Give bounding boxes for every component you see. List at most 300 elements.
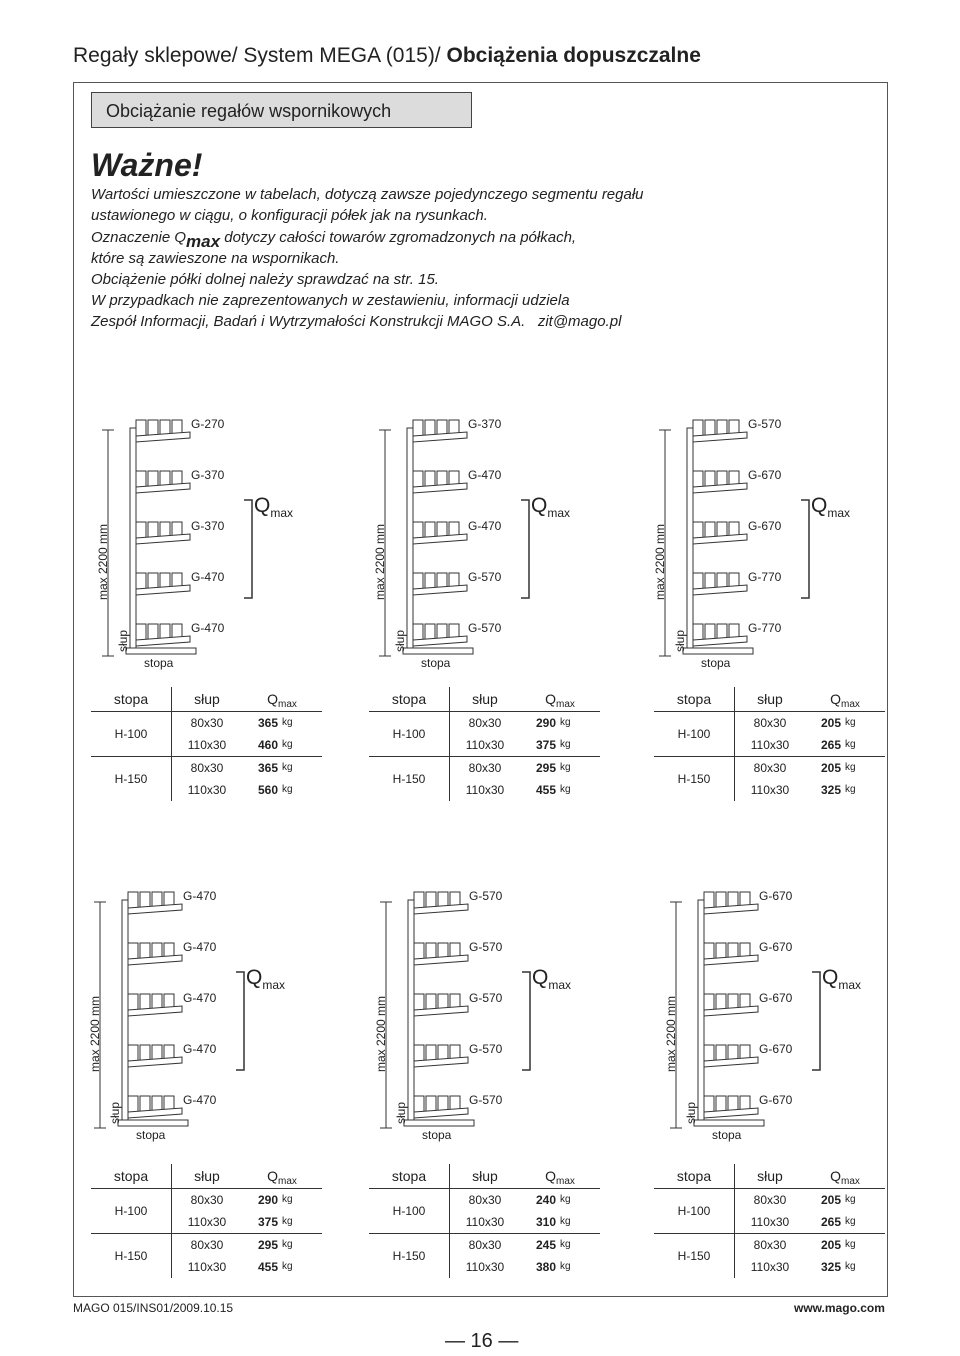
post-size: 80x30 (735, 1234, 806, 1257)
shelf-label: G-570 (469, 889, 503, 903)
col-base: stopa (654, 1164, 735, 1189)
qmax-label (531, 494, 570, 518)
product-box (128, 994, 138, 1010)
base-foot (694, 1120, 764, 1126)
unit: kg (560, 1261, 571, 1272)
q-cell (805, 757, 885, 780)
height-label: max 2200 mm (88, 995, 102, 1072)
product-box (425, 624, 435, 640)
product-box (716, 1096, 726, 1112)
post (408, 900, 414, 1122)
table-header (91, 1164, 322, 1189)
q-value: 265 (820, 1215, 841, 1229)
col-base: stopa (369, 1164, 450, 1189)
product-box (705, 522, 715, 538)
shelf-label: G-670 (748, 468, 782, 482)
product-box (426, 994, 436, 1010)
qmax-bracket (236, 972, 244, 1070)
base-foot (403, 648, 473, 654)
qmax-label (246, 966, 285, 990)
q-value: 375 (535, 738, 556, 752)
product-box (128, 1045, 138, 1061)
height-label: max 2200 mm (664, 995, 678, 1072)
table-header (654, 1164, 885, 1189)
note-line: które są zawieszone na wspornikach. (91, 250, 340, 267)
base-type: H-150 (369, 1234, 450, 1279)
base-label: stopa (422, 1128, 452, 1142)
q-cell (805, 779, 885, 801)
section-heading: Obciążanie regałów wspornikowych (106, 101, 392, 121)
q-cell (805, 734, 885, 757)
base-type: H-100 (369, 712, 450, 757)
note-line: Wartości umieszczone w tabelach, dotyczą zawsze pojedynczego segmentu regału (91, 186, 644, 203)
q-cell (520, 712, 600, 735)
height-label: max 2200 mm (96, 523, 110, 600)
post-size: 110x30 (750, 783, 790, 797)
post-size: 110x30 (465, 783, 505, 797)
unit: kg (560, 1216, 571, 1227)
qmax-sub: max (262, 978, 286, 992)
q-cell (805, 1256, 885, 1278)
product-box (693, 573, 703, 589)
product-box (704, 1096, 714, 1112)
post-size: 80x30 (753, 716, 787, 730)
shelf-label: G-470 (191, 621, 225, 635)
post-size: 110x30 (750, 1215, 790, 1229)
q-value: 310 (535, 1215, 556, 1229)
post-label: słup (394, 1101, 408, 1124)
shelf-label: G-470 (183, 991, 217, 1005)
q-cell (242, 712, 322, 735)
qmax-bracket (522, 972, 530, 1070)
base-label: stopa (144, 656, 174, 670)
product-box (425, 471, 435, 487)
q-cell (242, 1211, 322, 1234)
base-foot (683, 648, 753, 654)
q-cell (242, 1234, 322, 1257)
q-value: 240 (535, 1193, 556, 1207)
unit: kg (845, 1194, 856, 1205)
q-value: 295 (535, 761, 556, 775)
table-row (654, 1234, 885, 1257)
base-foot (126, 648, 196, 654)
qmax-q: Q (532, 966, 549, 989)
col-post: słup (172, 1164, 243, 1189)
section-heading-box (91, 92, 472, 128)
base-type: H-150 (91, 1234, 172, 1279)
table-row (369, 757, 600, 780)
product-box (705, 624, 715, 640)
unit: kg (560, 762, 571, 773)
note-line: W przypadkach nie zaprezentowanych w zestawieniu, informacji udziela (91, 292, 570, 309)
shelf-label: G-570 (469, 940, 503, 954)
product-box (148, 522, 158, 538)
unit: kg (845, 1216, 856, 1227)
q-cell (520, 1211, 600, 1234)
base-label: stopa (701, 656, 731, 670)
base-type: H-100 (91, 712, 172, 757)
unit: kg (282, 739, 293, 750)
q-cell (805, 1234, 885, 1257)
col-qmax: $Q_{max}$ (242, 1164, 322, 1189)
load-table (654, 1164, 885, 1278)
q-value: 455 (257, 1260, 278, 1274)
q-value: 380 (535, 1260, 556, 1274)
post-size: 110x30 (187, 783, 227, 797)
unit: kg (845, 1261, 856, 1272)
note-line-rest: dotyczy całości towarów zgromadzonych na półkach, (220, 229, 577, 246)
product-box (705, 420, 715, 436)
note-line: Obciążenie półki dolnej należy sprawdzać na str. 15. (91, 271, 439, 288)
unit: kg (282, 1261, 293, 1272)
q-cell (520, 734, 600, 757)
col-post: słup (735, 687, 806, 712)
product-box (414, 943, 424, 959)
shelf-label: G-570 (468, 621, 502, 635)
product-box (693, 420, 703, 436)
q-value: 205 (820, 1193, 841, 1207)
unit: kg (282, 1216, 293, 1227)
col-base: stopa (91, 1164, 172, 1189)
table-header (369, 1164, 600, 1189)
post-size: 80x30 (450, 757, 521, 780)
post-size: 110x30 (187, 738, 227, 752)
col-post: słup (450, 687, 521, 712)
product-box (413, 471, 423, 487)
shelving-diagram (78, 882, 318, 1142)
product-box (693, 471, 703, 487)
table-header (91, 687, 322, 712)
table-row (91, 712, 322, 735)
product-box (148, 624, 158, 640)
post-label: słup (673, 629, 687, 652)
product-box (148, 471, 158, 487)
note-q: Oznaczenie Q (91, 229, 187, 246)
qmax-q: Q (811, 494, 828, 517)
product-box (704, 892, 714, 908)
product-box (705, 471, 715, 487)
load-table (369, 687, 600, 801)
qmax-label (811, 494, 850, 518)
qmax-label (532, 966, 571, 990)
product-box (128, 943, 138, 959)
shelf-label: G-270 (191, 417, 225, 431)
base-type: H-100 (654, 1189, 735, 1234)
page-title (73, 44, 701, 68)
product-box (136, 573, 146, 589)
post-size: 80x30 (735, 757, 806, 780)
important-note (91, 146, 851, 332)
q-cell (520, 779, 600, 801)
shelf-label: G-370 (191, 468, 225, 482)
post-size: 80x30 (172, 757, 243, 780)
shelf-label: G-470 (183, 1093, 217, 1107)
col-base: stopa (654, 687, 735, 712)
post-size: 80x30 (190, 716, 224, 730)
qmax-bracket (812, 972, 820, 1070)
shelf-label: G-570 (469, 1042, 503, 1056)
product-box (704, 994, 714, 1010)
post-size: 80x30 (468, 716, 502, 730)
product-box (413, 573, 423, 589)
col-qmax: $Q_{max}$ (520, 1164, 600, 1189)
product-box (414, 892, 424, 908)
product-box (140, 943, 150, 959)
post-label: słup (684, 1101, 698, 1124)
post-size: 80x30 (172, 1234, 243, 1257)
q-value: 325 (820, 783, 841, 797)
base-type: H-150 (91, 757, 172, 802)
shelf-label: G-670 (759, 991, 793, 1005)
base-label: stopa (136, 1128, 166, 1142)
post-label: słup (393, 629, 407, 652)
unit: kg (282, 1239, 293, 1250)
qmax-q: Q (246, 966, 263, 989)
base-type: H-100 (91, 1189, 172, 1234)
shelf-label: G-670 (759, 940, 793, 954)
product-box (425, 420, 435, 436)
post-size: 80x30 (450, 1234, 521, 1257)
base-type: H-150 (654, 1234, 735, 1279)
post (698, 900, 704, 1122)
q-cell (805, 1211, 885, 1234)
product-box (136, 471, 146, 487)
q-cell (242, 1189, 322, 1212)
product-box (136, 522, 146, 538)
qmax-bracket (801, 500, 809, 598)
unit: kg (282, 1194, 293, 1205)
load-table (91, 687, 322, 801)
qmax-q: Q (254, 494, 271, 517)
product-box (426, 1045, 436, 1061)
col-base: stopa (369, 687, 450, 712)
base-foot (404, 1120, 474, 1126)
unit: kg (282, 717, 293, 728)
q-cell (242, 779, 322, 801)
product-box (148, 420, 158, 436)
shelf-label: G-470 (183, 889, 217, 903)
q-value: 290 (257, 1193, 278, 1207)
shelf-label: G-570 (469, 991, 503, 1005)
col-qmax: $Q_{max}$ (520, 687, 600, 712)
product-box (704, 1045, 714, 1061)
qmax-sub: max (548, 978, 572, 992)
q-value: 290 (535, 716, 556, 730)
table-row (654, 1189, 885, 1212)
product-box (136, 420, 146, 436)
q-value: 560 (257, 783, 278, 797)
height-label: max 2200 mm (374, 995, 388, 1072)
product-box (128, 1096, 138, 1112)
post-size: 80x30 (190, 1193, 224, 1207)
load-table (91, 1164, 322, 1278)
shelving-diagram (643, 410, 883, 670)
post (407, 428, 413, 650)
post (130, 428, 136, 650)
product-box (693, 522, 703, 538)
note-line (91, 311, 851, 332)
shelf-label: G-670 (759, 889, 793, 903)
page-number: — 16 — (445, 1330, 519, 1352)
post-size: 80x30 (468, 1193, 502, 1207)
shelf-label: G-570 (469, 1093, 503, 1107)
shelf-label: G-470 (468, 519, 502, 533)
col-post: słup (172, 687, 243, 712)
product-box (140, 892, 150, 908)
product-box (140, 994, 150, 1010)
shelf-label: G-670 (759, 1042, 793, 1056)
website-link[interactable]: www.mago.com (794, 1301, 885, 1315)
q-cell (520, 1256, 600, 1278)
product-box (140, 1096, 150, 1112)
base-type: H-100 (369, 1189, 450, 1234)
post-size: 80x30 (753, 1193, 787, 1207)
base-type: H-100 (654, 712, 735, 757)
shelving-diagram (364, 882, 604, 1142)
q-value: 205 (820, 716, 841, 730)
shelf-label: G-570 (468, 570, 502, 584)
q-cell (520, 757, 600, 780)
col-post: słup (450, 1164, 521, 1189)
qmax-q: Q (531, 494, 548, 517)
unit: kg (560, 739, 571, 750)
table-row (91, 1234, 322, 1257)
shelving-diagram (86, 410, 326, 670)
table-row (654, 712, 885, 735)
post-size: 110x30 (750, 738, 790, 752)
qmax-sub: max (827, 506, 851, 520)
note-q-sub: max (186, 232, 221, 251)
q-value: 325 (820, 1260, 841, 1274)
shelf-label: G-370 (468, 417, 502, 431)
qmax-label (822, 966, 861, 990)
base-type: H-150 (654, 757, 735, 802)
document-code: MAGO 015/INS01/2009.10.15 (73, 1301, 234, 1315)
product-box (704, 943, 714, 959)
product-box (426, 943, 436, 959)
post-size: 110x30 (187, 1215, 227, 1229)
col-post: słup (735, 1164, 806, 1189)
unit: kg (845, 1239, 856, 1250)
table-row (369, 1234, 600, 1257)
unit: kg (845, 739, 856, 750)
post-size: 110x30 (465, 1260, 505, 1274)
product-box (148, 573, 158, 589)
table-row (369, 712, 600, 735)
shelf-label: G-470 (191, 570, 225, 584)
col-qmax: $Q_{max}$ (805, 687, 885, 712)
height-label: max 2200 mm (373, 523, 387, 600)
page-title-prefix: Regały sklepowe/ System MEGA (015)/ (73, 44, 441, 67)
unit: kg (845, 717, 856, 728)
post (687, 428, 693, 650)
qmax-bracket (521, 500, 529, 598)
qmax-sub: max (838, 978, 862, 992)
product-box (413, 624, 423, 640)
product-box (414, 1045, 424, 1061)
shelving-diagram (654, 882, 894, 1142)
post (122, 900, 128, 1122)
note-line: ustawionego w ciągu, o konfiguracji półek jak na rysunkach. (91, 207, 488, 224)
col-base: stopa (91, 687, 172, 712)
q-value: 460 (257, 738, 278, 752)
q-cell (805, 712, 885, 735)
unit: kg (282, 784, 293, 795)
unit: kg (560, 1239, 571, 1250)
q-value: 265 (820, 738, 841, 752)
note-line (91, 226, 851, 251)
note-heading: Ważne! (91, 147, 203, 183)
unit: kg (845, 762, 856, 773)
height-label: max 2200 mm (653, 523, 667, 600)
table-row (369, 1189, 600, 1212)
product-box (716, 1045, 726, 1061)
product-box (716, 994, 726, 1010)
post-size: 110x30 (465, 738, 505, 752)
note-email: zit@mago.pl (537, 313, 622, 330)
q-cell (520, 1189, 600, 1212)
shelf-label: G-470 (468, 468, 502, 482)
shelving-diagram (363, 410, 603, 670)
unit: kg (560, 717, 571, 728)
shelf-label: G-470 (183, 940, 217, 954)
product-box (426, 1096, 436, 1112)
product-box (136, 624, 146, 640)
shelf-label: G-370 (191, 519, 225, 533)
qmax-q: Q (822, 966, 839, 989)
q-value: 365 (257, 761, 278, 775)
unit: kg (560, 784, 571, 795)
product-box (426, 892, 436, 908)
product-box (140, 1045, 150, 1061)
col-qmax: $Q_{max}$ (805, 1164, 885, 1189)
table-header (654, 687, 885, 712)
table-row (91, 1189, 322, 1212)
unit: kg (560, 1194, 571, 1205)
post-label: słup (108, 1101, 122, 1124)
unit: kg (845, 784, 856, 795)
col-qmax: $Q_{max}$ (242, 687, 322, 712)
note-company: Zespół Informacji, Badań i Wytrzymałości Konstrukcji MAGO S.A. (91, 313, 526, 330)
load-table (654, 687, 885, 801)
product-box (128, 892, 138, 908)
qmax-sub: max (270, 506, 294, 520)
shelf-label: G-770 (748, 621, 782, 635)
q-value: 455 (535, 783, 556, 797)
shelf-label: G-670 (748, 519, 782, 533)
base-label: stopa (421, 656, 451, 670)
q-value: 205 (820, 761, 841, 775)
qmax-bracket (244, 500, 252, 598)
q-value: 245 (535, 1238, 556, 1252)
unit: kg (282, 762, 293, 773)
product-box (425, 522, 435, 538)
base-foot (118, 1120, 188, 1126)
post-size: 110x30 (465, 1215, 505, 1229)
shelf-label: G-570 (748, 417, 782, 431)
post-size: 110x30 (750, 1260, 790, 1274)
product-box (705, 573, 715, 589)
base-label: stopa (712, 1128, 742, 1142)
qmax-sub: max (547, 506, 571, 520)
product-box (425, 573, 435, 589)
base-type: H-150 (369, 757, 450, 802)
qmax-label (254, 494, 293, 518)
shelf-label: G-770 (748, 570, 782, 584)
product-box (413, 522, 423, 538)
shelf-label: G-470 (183, 1042, 217, 1056)
table-row (654, 757, 885, 780)
